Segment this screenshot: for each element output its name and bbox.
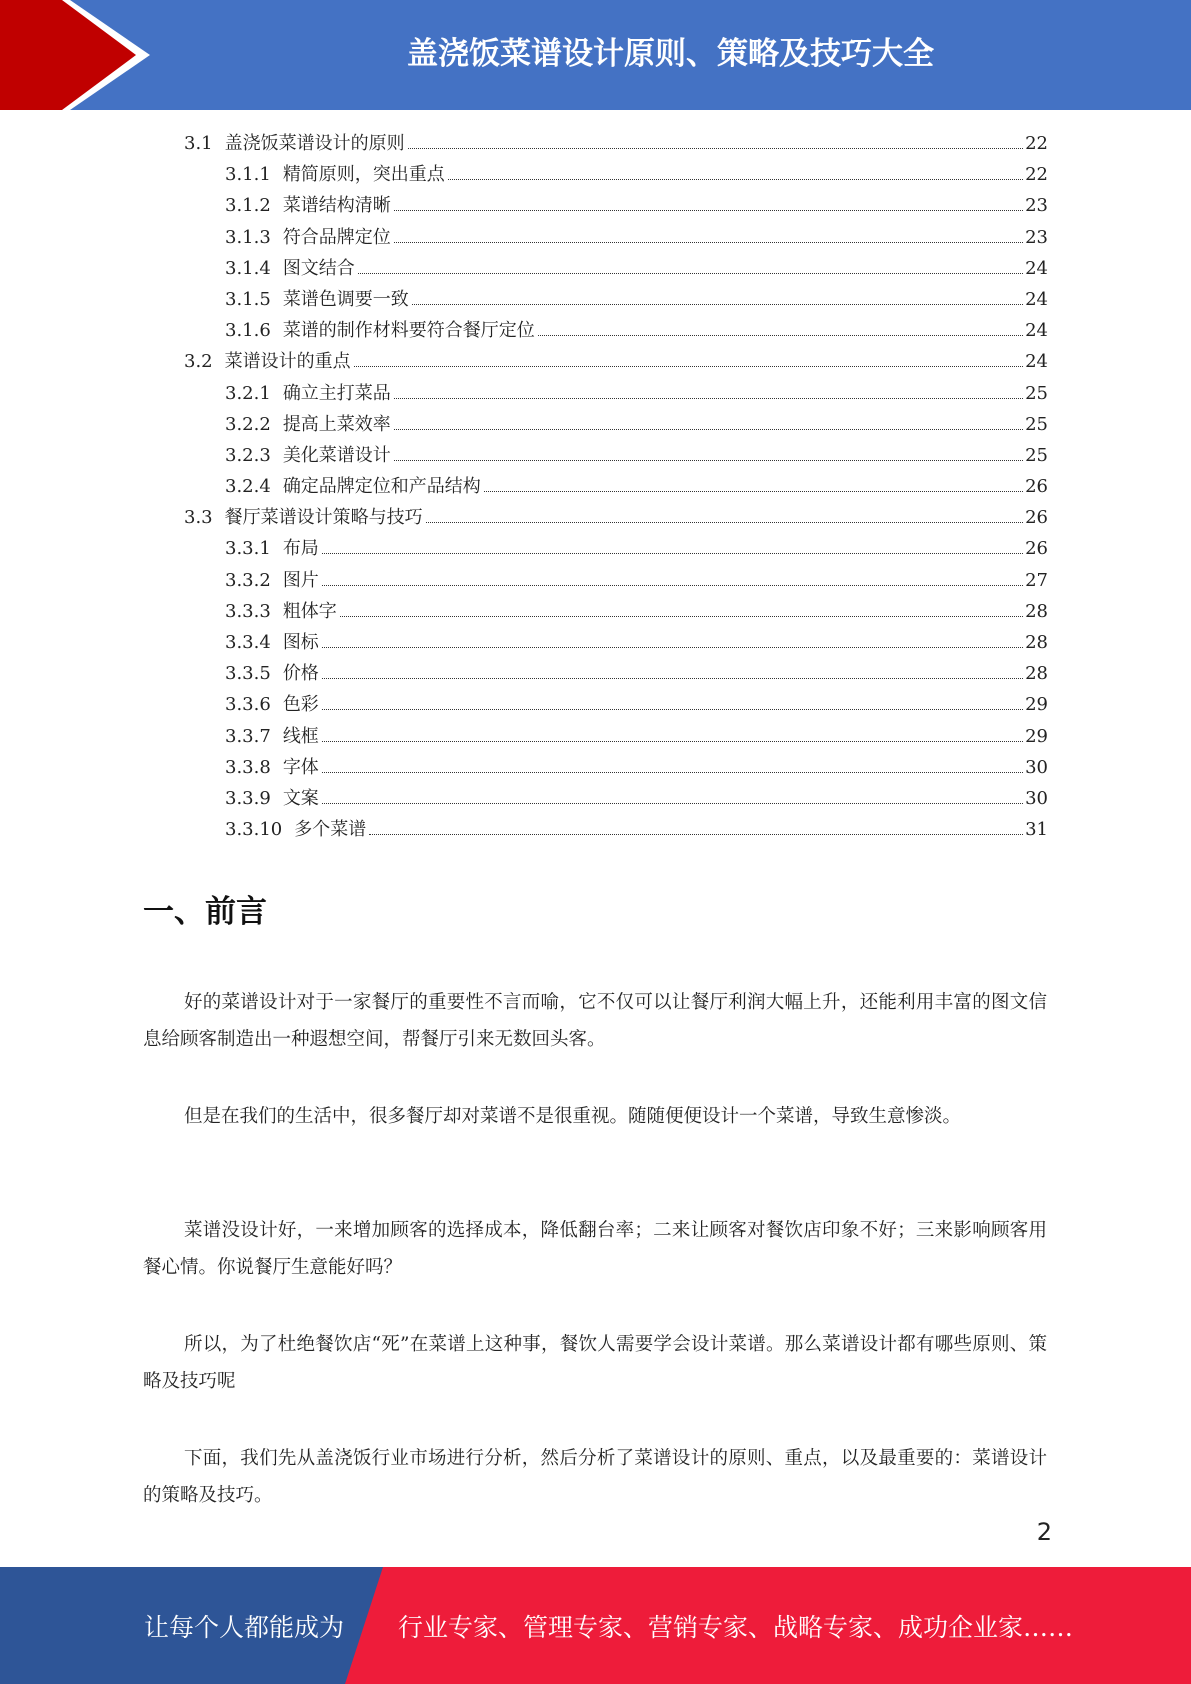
toc-entry-title: 符合品牌定位 bbox=[282, 226, 391, 248]
toc-entry-number: 3.3.1 bbox=[225, 538, 271, 560]
paragraph: 好的菜谱设计对于一家餐厅的重要性不言而喻，它不仅可以让餐厅利润大幅上升，还能利用丰富的图文信息给顾客制造出一种遐想空间，帮餐厅引来无数回头客。 bbox=[143, 992, 1047, 1050]
toc-entry-number: 3.3.7 bbox=[225, 725, 271, 747]
toc-entry-number: 3.2.4 bbox=[225, 476, 271, 498]
toc-entry-page: 28 bbox=[1025, 663, 1048, 685]
toc-leader-dots bbox=[322, 552, 1023, 554]
paragraph: 但是在我们的生活中，很多餐厅却对菜谱不是很重视。随随便便设计一个菜谱，导致生意惨淡。 bbox=[184, 1106, 962, 1127]
toc-entry[interactable] bbox=[184, 565, 1048, 596]
toc-entry-page: 26 bbox=[1025, 507, 1048, 529]
toc-entry-title: 字体 bbox=[282, 756, 319, 778]
toc-entry-number: 3.3.6 bbox=[225, 694, 271, 716]
toc-entry[interactable] bbox=[184, 315, 1048, 346]
footer-slogan-right: 行业专家、管理专家、营销专家、战略专家、成功企业家…… bbox=[398, 1612, 1074, 1642]
toc-leader-dots bbox=[484, 490, 1023, 492]
toc-entry[interactable] bbox=[184, 190, 1048, 221]
toc-entry-page: 29 bbox=[1025, 725, 1048, 747]
toc-entry[interactable] bbox=[184, 658, 1048, 689]
toc-entry-title: 餐厅菜谱设计策略与技巧 bbox=[224, 507, 423, 529]
toc-entry-title: 确定品牌定位和产品结构 bbox=[282, 476, 481, 498]
toc-entry-title: 菜谱色调要一致 bbox=[282, 288, 409, 310]
toc-entry-title: 价格 bbox=[282, 663, 319, 685]
toc-leader-dots bbox=[322, 646, 1023, 648]
toc-entry-title: 布局 bbox=[282, 538, 319, 560]
toc-entry-number: 3.3.3 bbox=[225, 600, 271, 622]
toc-entry-page: 27 bbox=[1025, 569, 1048, 591]
toc-entry[interactable] bbox=[184, 222, 1048, 253]
toc-entry-page: 30 bbox=[1025, 787, 1048, 809]
toc-leader-dots bbox=[538, 334, 1023, 336]
toc-leader-dots bbox=[340, 615, 1023, 617]
toc-leader-dots bbox=[322, 708, 1023, 710]
toc-entry-title: 美化菜谱设计 bbox=[282, 444, 391, 466]
toc-entry[interactable] bbox=[184, 284, 1048, 315]
toc-entry-page: 30 bbox=[1025, 756, 1048, 778]
toc-entry-number: 3.1.4 bbox=[225, 257, 271, 279]
toc-entry-title: 多个菜谱 bbox=[294, 819, 367, 841]
toc-entry[interactable] bbox=[184, 627, 1048, 658]
footer-slogan-left: 让每个人都能成为 bbox=[144, 1612, 345, 1642]
toc-entry[interactable] bbox=[184, 440, 1048, 471]
toc-leader-dots bbox=[354, 365, 1023, 367]
toc-entry-title: 确立主打菜品 bbox=[282, 382, 391, 404]
toc-entry-number: 3.1 bbox=[184, 133, 213, 154]
toc-entry-page: 24 bbox=[1025, 288, 1048, 310]
toc-entry[interactable] bbox=[184, 752, 1048, 783]
toc-entry-number: 3.3.4 bbox=[225, 632, 271, 653]
toc-entry[interactable] bbox=[184, 471, 1048, 502]
toc-entry-number: 3.2.2 bbox=[225, 413, 271, 435]
toc-leader-dots bbox=[448, 178, 1023, 180]
toc-entry-number: 3.3.2 bbox=[225, 569, 271, 591]
toc-entry-page: 23 bbox=[1025, 226, 1048, 248]
toc-entry-page: 24 bbox=[1025, 320, 1048, 342]
toc-entry[interactable] bbox=[184, 346, 1048, 377]
toc-entry-number: 3.3.9 bbox=[225, 787, 271, 809]
toc-leader-dots bbox=[394, 209, 1023, 211]
toc-entry-number: 3.3 bbox=[184, 507, 213, 529]
toc-entry-page: 29 bbox=[1025, 694, 1048, 716]
toc-entry-title: 图文结合 bbox=[282, 257, 355, 279]
toc-entry[interactable] bbox=[184, 159, 1048, 190]
toc-entry-title: 盖浇饭菜谱设计的原则 bbox=[224, 133, 405, 154]
toc-leader-dots bbox=[426, 521, 1023, 523]
toc-leader-dots bbox=[412, 303, 1023, 305]
toc-entry-number: 3.1.3 bbox=[225, 226, 271, 248]
toc-entry-number: 3.1.5 bbox=[225, 288, 271, 310]
toc-entry-number: 3.1.6 bbox=[225, 320, 271, 342]
toc-entry[interactable] bbox=[184, 253, 1048, 284]
toc-entry-number: 3.1.1 bbox=[225, 164, 271, 186]
toc-entry-title: 图标 bbox=[282, 632, 319, 653]
table-of-contents bbox=[184, 128, 1048, 845]
toc-leader-dots bbox=[394, 428, 1023, 430]
toc-entry[interactable] bbox=[184, 814, 1048, 845]
toc-leader-dots bbox=[358, 272, 1023, 274]
toc-leader-dots bbox=[394, 397, 1023, 399]
document-title: 盖浇饭菜谱设计原则、策略及技巧大全 bbox=[407, 35, 934, 72]
toc-entry[interactable] bbox=[184, 409, 1048, 440]
toc-entry-page: 25 bbox=[1025, 382, 1048, 404]
toc-entry-title: 提高上菜效率 bbox=[282, 413, 391, 435]
toc-leader-dots bbox=[322, 584, 1023, 586]
page-number: 2 bbox=[1036, 1518, 1052, 1546]
toc-entry[interactable] bbox=[184, 596, 1048, 627]
toc-entry-page: 26 bbox=[1025, 538, 1048, 560]
toc-entry-page: 26 bbox=[1025, 476, 1048, 498]
paragraph: 所以，为了杜绝餐饮店“死”在菜谱上这种事，餐饮人需要学会设计菜谱。那么菜谱设计都有哪些原则、策略及技巧呢 bbox=[143, 1334, 1047, 1392]
toc-entry[interactable] bbox=[184, 533, 1048, 564]
arrow-chevron-icon bbox=[0, 0, 160, 110]
toc-entry-page: 25 bbox=[1025, 444, 1048, 466]
toc-leader-dots bbox=[369, 833, 1023, 835]
toc-entry-page: 23 bbox=[1025, 195, 1048, 217]
toc-entry[interactable] bbox=[184, 128, 1048, 159]
toc-entry-page: 22 bbox=[1025, 133, 1048, 154]
toc-leader-dots bbox=[394, 459, 1023, 461]
toc-entry-number: 3.2.1 bbox=[225, 382, 271, 404]
page-header bbox=[0, 0, 1191, 110]
paragraph: 下面，我们先从盖浇饭行业市场进行分析，然后分析了菜谱设计的原则、重点，以及最重要的：菜谱设计的策略及技巧。 bbox=[143, 1448, 1047, 1506]
toc-entry[interactable] bbox=[184, 689, 1048, 720]
toc-leader-dots bbox=[322, 740, 1023, 742]
toc-entry-title: 粗体字 bbox=[282, 600, 337, 622]
toc-entry[interactable] bbox=[184, 378, 1048, 409]
toc-entry-title: 文案 bbox=[282, 787, 319, 809]
toc-entry-number: 3.3.10 bbox=[225, 819, 283, 841]
toc-entry-title: 线框 bbox=[282, 725, 319, 747]
toc-entry[interactable] bbox=[184, 783, 1048, 814]
toc-entry-title: 色彩 bbox=[282, 694, 319, 716]
toc-entry-number: 3.2 bbox=[184, 351, 213, 373]
toc-entry[interactable] bbox=[184, 502, 1048, 533]
toc-entry-page: 22 bbox=[1025, 164, 1048, 186]
toc-entry-page: 24 bbox=[1025, 351, 1048, 373]
section-heading: 一、前言 bbox=[143, 894, 267, 930]
toc-entry[interactable] bbox=[184, 721, 1048, 752]
toc-entry-title: 菜谱结构清晰 bbox=[282, 195, 391, 217]
toc-entry-number: 3.2.3 bbox=[225, 444, 271, 466]
paragraph: 菜谱没设计好，一来增加顾客的选择成本，降低翻台率；二来让顾客对餐饮店印象不好；三来影响顾客用餐心情。你说餐厅生意能好吗？ bbox=[143, 1220, 1047, 1278]
toc-entry-title: 图片 bbox=[282, 569, 319, 591]
toc-leader-dots bbox=[322, 677, 1023, 679]
toc-entry-page: 24 bbox=[1025, 257, 1048, 279]
toc-entry-title: 菜谱的制作材料要符合餐厅定位 bbox=[282, 320, 535, 342]
toc-entry-number: 3.3.5 bbox=[225, 663, 271, 685]
toc-leader-dots bbox=[394, 241, 1023, 243]
toc-leader-dots bbox=[322, 771, 1023, 773]
toc-entry-title: 菜谱设计的重点 bbox=[224, 351, 351, 373]
page-footer bbox=[0, 1567, 1191, 1684]
toc-entry-page: 28 bbox=[1025, 600, 1048, 622]
toc-leader-dots bbox=[408, 147, 1023, 149]
toc-leader-dots bbox=[322, 802, 1023, 804]
toc-entry-page: 31 bbox=[1025, 819, 1048, 841]
toc-entry-page: 28 bbox=[1025, 632, 1048, 653]
toc-entry-page: 25 bbox=[1025, 413, 1048, 435]
toc-entry-number: 3.3.8 bbox=[225, 756, 271, 778]
toc-entry-number: 3.1.2 bbox=[225, 195, 271, 217]
toc-entry-title: 精简原则，突出重点 bbox=[282, 164, 445, 186]
